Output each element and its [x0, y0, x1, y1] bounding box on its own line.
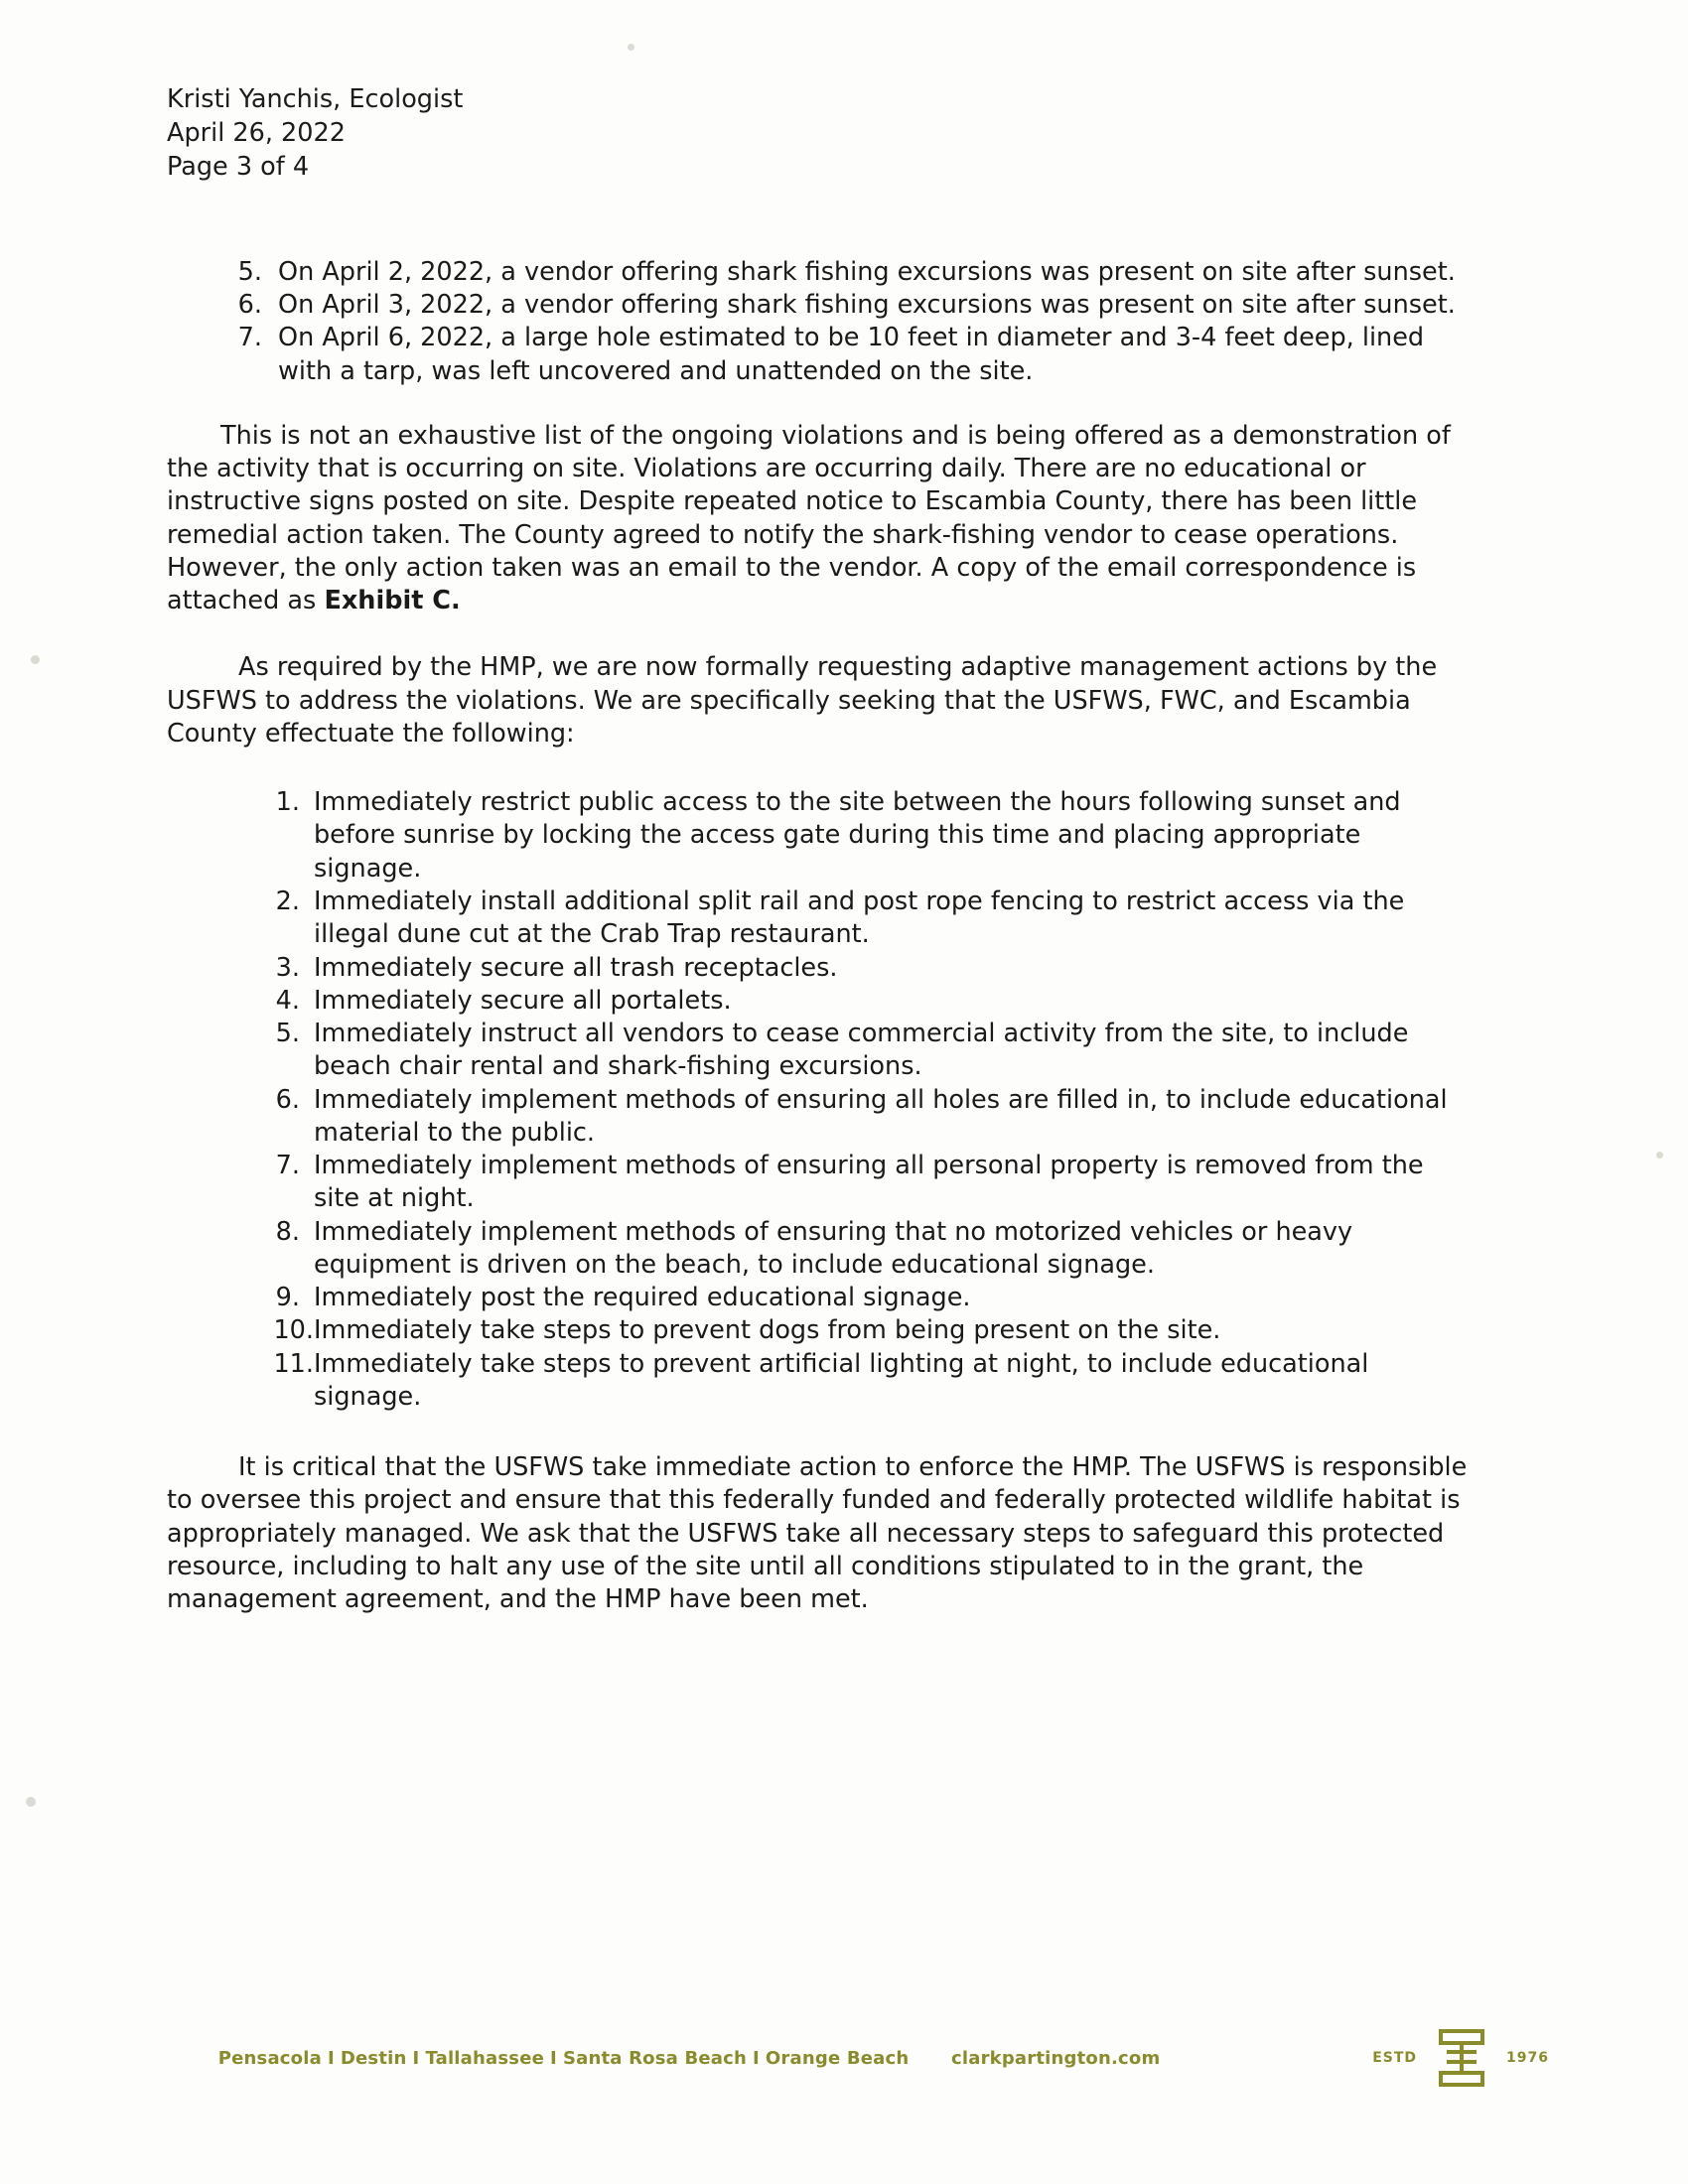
list-item-text: Immediately take steps to prevent dogs from being present on the site.: [314, 1315, 1221, 1346]
paragraph-text: This is not an exhaustive list of the ongoing violations and is being offered as a demonstration of the activity that is occurring on site. Violations are occurring daily. There are no educational or instructive signs posted on site. Despite repeated notice to Escambia County, there has been little remedial action taken. The County agreed to notify the shark-fishing vendor to cease operations. However, the only action taken was an email to the vendor. A copy of the email correspondence is attached as: [167, 420, 1451, 616]
year-label: 1976: [1506, 2050, 1549, 2066]
scan-speck: [628, 44, 634, 51]
paragraph-closing: [167, 1451, 1477, 1616]
scan-speck: [31, 655, 40, 664]
date-line: April 26, 2022: [167, 117, 346, 148]
list-item-text: Immediately implement methods of ensuring that no motorized vehicles or heavy equipment is driven on the beach, to include educational signage.: [314, 1216, 1353, 1280]
office-santa-rosa-beach: Santa Rosa Beach: [562, 2047, 748, 2069]
exhibit-reference: Exhibit C.: [324, 586, 461, 616]
list-item-text: Immediately install additional split rail and post rope fencing to restrict access via the illegal dune cut at the Crab Trap restaurant.: [314, 886, 1405, 950]
recipient-line: Kristi Yanchis, Ecologist: [167, 84, 464, 114]
list-item-number: 6.: [237, 289, 262, 320]
clark-partington-monogram-icon: [1431, 2025, 1492, 2091]
office-tallahassee: Tallahassee: [425, 2047, 545, 2069]
list-item: [252, 952, 1477, 985]
list-item-number: 5.: [275, 1019, 300, 1049]
office-locations: [167, 2027, 909, 2090]
website-link[interactable]: clarkpartington.com: [951, 2047, 1161, 2069]
list-item: [252, 1216, 1477, 1283]
estd-label: ESTD: [1372, 2050, 1418, 2066]
paragraph-hmp-request: [167, 651, 1477, 751]
office-orange-beach: Orange Beach: [765, 2047, 910, 2069]
letter-header: [167, 83, 1477, 185]
scan-speck: [26, 1797, 36, 1807]
list-item: [216, 256, 1477, 289]
page-number-line: Page 3 of 4: [167, 151, 310, 182]
list-item-text: On April 6, 2022, a large hole estimated to be 10 feet in diameter and 3-4 feet deep, lined with a tarp, was left uncovered and unattended on the site.: [278, 323, 1425, 386]
requested-actions-list: [167, 786, 1477, 1414]
list-item: [252, 1150, 1477, 1216]
footer-separator: I: [412, 2047, 420, 2069]
list-item-text: Immediately take steps to prevent artificial lighting at night, to include educational signage.: [314, 1348, 1369, 1412]
list-item: [252, 1348, 1477, 1415]
document-body: [167, 83, 1477, 1642]
list-item-number: 3.: [275, 952, 300, 983]
list-item: [252, 1084, 1477, 1151]
list-item-text: Immediately implement methods of ensuring all holes are filled in, to include educational material to the public.: [314, 1084, 1448, 1148]
footer-separator: I: [753, 2047, 760, 2069]
list-item-number: 8.: [275, 1216, 300, 1247]
office-pensacola: Pensacola: [217, 2047, 322, 2069]
list-item-text: On April 2, 2022, a vendor offering shark fishing excursions was present on site after sunset.: [278, 256, 1456, 287]
list-item-text: Immediately post the required educational signage.: [314, 1283, 971, 1313]
list-item: [252, 886, 1477, 952]
list-item-number: 5.: [237, 256, 262, 287]
paragraph-text: It is critical that the USFWS take immediate action to enforce the HMP. The USFWS is responsible to oversee this project and ensure that this federally funded and federally protected wildlife habitat is appropriately managed. We ask that the USFWS take all necessary steps to safeguard this protected resource, including to halt any use of the site until all conditions stipulated to in the grant, the management agreement, and the HMP have been met.: [167, 1452, 1468, 1615]
list-item-text: Immediately instruct all vendors to cease commercial activity from the site, to include beach chair rental and shark-fishing excursions.: [314, 1019, 1409, 1082]
list-item-number: 2.: [275, 886, 300, 916]
list-item: [252, 786, 1477, 886]
list-item-number: 4.: [275, 985, 300, 1016]
list-item-number: 6.: [275, 1084, 300, 1115]
list-item-text: Immediately secure all trash receptacles.: [314, 952, 838, 983]
list-item-number: 1.: [275, 787, 300, 818]
list-item-text: On April 3, 2022, a vendor offering shark fishing excursions was present on site after sunset.: [278, 289, 1456, 320]
list-item-number: 10.: [273, 1315, 314, 1346]
list-item-number: 9.: [275, 1283, 300, 1313]
list-item-text: Immediately secure all portalets.: [314, 985, 732, 1016]
list-item: [216, 322, 1477, 388]
list-item: [252, 1314, 1477, 1347]
list-item-text: Immediately restrict public access to the site between the hours following sunset and before sunrise by locking the access gate during this time and placing appropriate signage.: [314, 787, 1401, 884]
page-footer: [167, 2023, 1549, 2093]
scan-speck: [1656, 1152, 1663, 1159]
list-item-number: 7.: [237, 323, 262, 353]
list-item-number: 11.: [273, 1348, 314, 1379]
list-item: [252, 1018, 1477, 1084]
list-item-text: Immediately implement methods of ensuring all personal property is removed from the site at night.: [314, 1151, 1424, 1214]
paragraph-exhaustive-list: [167, 420, 1477, 618]
office-destin: Destin: [340, 2047, 407, 2069]
firm-logo: [1372, 2025, 1549, 2091]
paragraph-text: As required by the HMP, we are now formally requesting adaptive management actions by the USFWS to address the violations. We are specifically seeking that the USFWS, FWC, and Escambia County effectuate the following:: [167, 652, 1438, 749]
violations-list: [167, 256, 1477, 388]
list-item: [216, 289, 1477, 322]
list-item: [252, 985, 1477, 1018]
list-item: [252, 1282, 1477, 1314]
footer-separator: I: [327, 2047, 335, 2069]
list-item-number: 7.: [275, 1151, 300, 1181]
footer-separator: I: [550, 2047, 557, 2069]
